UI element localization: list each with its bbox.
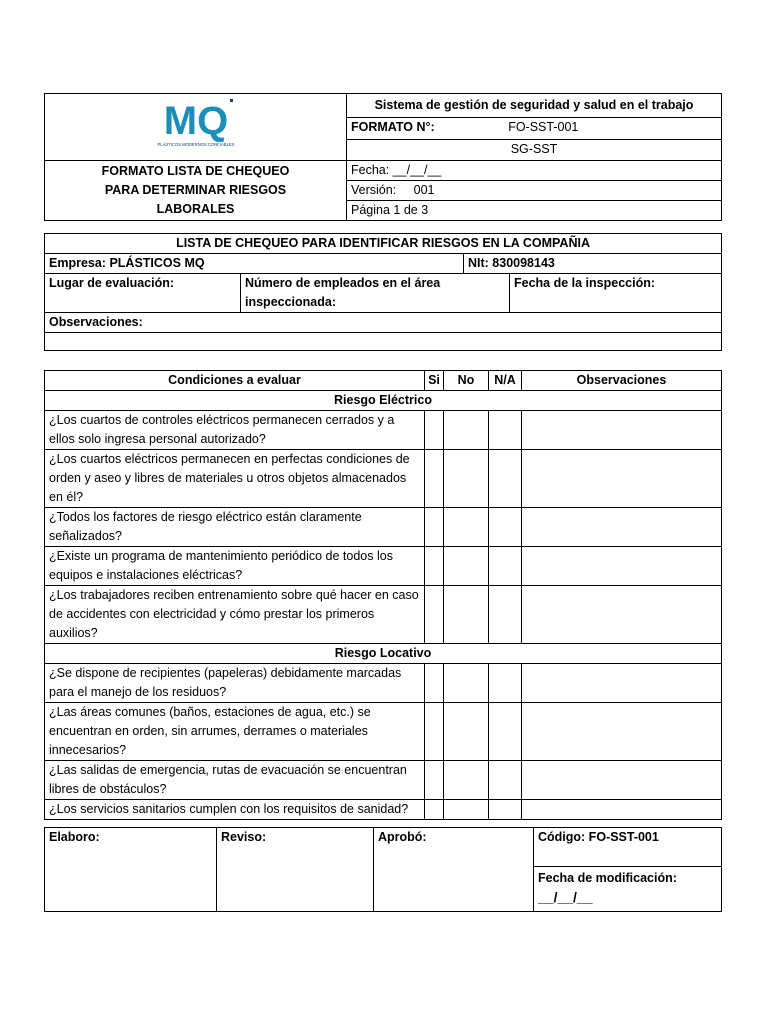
version-label: Versión: (351, 183, 397, 197)
no-cell[interactable] (444, 664, 489, 703)
na-cell[interactable] (489, 450, 522, 508)
table-row (45, 703, 722, 761)
table-row (45, 450, 722, 508)
info-title: LISTA DE CHEQUEO PARA IDENTIFICAR RIESGOS EN LA COMPAÑIA (45, 234, 722, 254)
header-si: Si (425, 371, 444, 391)
sg-code: SG-SST (347, 139, 722, 160)
fecha: Fecha: __/__/__ (347, 161, 722, 181)
observaciones-field[interactable] (45, 333, 722, 351)
footer-table (44, 827, 722, 912)
si-cell[interactable] (425, 800, 444, 820)
nit: NIt: 830098143 (464, 254, 722, 274)
question-text: ¿Las salidas de emergencia, rutas de evacuación se encuentran libres de obstáculos? (45, 761, 425, 800)
system-title: Sistema de gestión de seguridad y salud en el trabajo (347, 94, 722, 118)
si-cell[interactable] (425, 450, 444, 508)
no-cell[interactable] (444, 411, 489, 450)
numero-empleados: Número de empleados en el área inspeccionada: (241, 274, 510, 313)
question-text: ¿Todos los factores de riesgo eléctrico están claramente señalizados? (45, 508, 425, 547)
question-text: ¿Se dispone de recipientes (papeleras) debidamente marcadas para el manejo de los residuos? (45, 664, 425, 703)
question-text: ¿Los cuartos eléctricos permanecen en perfectas condiciones de orden y aseo y libres de materiales u otros objetos almacenados en él? (45, 450, 425, 508)
no-cell[interactable] (444, 703, 489, 761)
observaciones-cell[interactable] (522, 586, 722, 644)
si-cell[interactable] (425, 508, 444, 547)
question-text: ¿Existe un programa de mantenimiento periódico de todos los equipos e instalaciones eléctricas? (45, 547, 425, 586)
observaciones-cell[interactable] (522, 800, 722, 820)
version-value: 001 (413, 183, 435, 197)
question-text: ¿Los servicios sanitarios cumplen con los requisitos de sanidad? (45, 800, 425, 820)
observaciones-cell[interactable] (522, 411, 722, 450)
fecha-inspeccion: Fecha de la inspección: (510, 274, 722, 313)
info-table (44, 233, 722, 351)
no-cell[interactable] (444, 547, 489, 586)
logo-cell (45, 94, 347, 161)
no-cell[interactable] (444, 450, 489, 508)
reviso: Reviso: (217, 828, 374, 912)
table-row (45, 761, 722, 800)
no-cell[interactable] (444, 508, 489, 547)
section-row (45, 644, 722, 664)
header-no: No (444, 371, 489, 391)
si-cell[interactable] (425, 411, 444, 450)
na-cell[interactable] (489, 761, 522, 800)
formato-cell (347, 118, 722, 139)
logo-text: MQ (163, 99, 228, 143)
table-row (45, 547, 722, 586)
si-cell[interactable] (425, 703, 444, 761)
question-text: ¿Los trabajadores reciben entrenamiento sobre qué hacer en caso de accidentes con electricidad y cómo prestar los primeros auxilios? (45, 586, 425, 644)
no-cell[interactable] (444, 761, 489, 800)
header-observaciones: Observaciones (522, 371, 722, 391)
na-cell[interactable] (489, 411, 522, 450)
observaciones-cell[interactable] (522, 761, 722, 800)
mq-logo-icon (146, 94, 246, 154)
fecha-modificacion-value: __/__/__ (538, 889, 593, 905)
version-cell (347, 181, 722, 201)
elaboro: Elaboro: (45, 828, 217, 912)
checklist-table (44, 370, 722, 820)
header-condiciones: Condiciones a evaluar (45, 371, 425, 391)
si-cell[interactable] (425, 547, 444, 586)
checklist-header-row (45, 371, 722, 391)
na-cell[interactable] (489, 508, 522, 547)
table-row (45, 664, 722, 703)
empresa: Empresa: PLÁSTICOS MQ (45, 254, 464, 274)
formato-label: FORMATO N°: (351, 120, 435, 135)
table-row (45, 508, 722, 547)
observaciones-cell[interactable] (522, 450, 722, 508)
section-row (45, 391, 722, 411)
logo-tagline: PLÁSTICOS MODERNOS CONFIABLES (156, 142, 235, 147)
table-row (45, 586, 722, 644)
section-title: Riesgo Locativo (45, 644, 722, 664)
no-cell[interactable] (444, 800, 489, 820)
question-text: ¿Los cuartos de controles eléctricos permanecen cerrados y a ellos solo ingresa personal autorizado? (45, 411, 425, 450)
pagina: Página 1 de 3 (347, 201, 722, 221)
codigo: Código: FO-SST-001 (534, 828, 722, 867)
aprobo: Aprobó: (374, 828, 534, 912)
na-cell[interactable] (489, 703, 522, 761)
observaciones-cell[interactable] (522, 508, 722, 547)
na-cell[interactable] (489, 664, 522, 703)
table-row (45, 411, 722, 450)
observaciones-cell[interactable] (522, 664, 722, 703)
header-table (44, 93, 722, 221)
observaciones-label: Observaciones: (45, 313, 722, 333)
doc-title: FORMATO LISTA DE CHEQUEO PARA DETERMINAR RIESGOS LABORALES (45, 161, 347, 221)
observaciones-cell[interactable] (522, 547, 722, 586)
section-title: Riesgo Eléctrico (45, 391, 722, 411)
na-cell[interactable] (489, 547, 522, 586)
no-cell[interactable] (444, 586, 489, 644)
lugar-evaluacion: Lugar de evaluación: (45, 274, 241, 313)
si-cell[interactable] (425, 664, 444, 703)
na-cell[interactable] (489, 586, 522, 644)
observaciones-cell[interactable] (522, 703, 722, 761)
na-cell[interactable] (489, 800, 522, 820)
formato-value: FO-SST-001 (508, 120, 579, 135)
fecha-modificacion-label: Fecha de modificación: (538, 871, 677, 885)
table-row (45, 800, 722, 820)
fecha-modificacion (534, 867, 722, 912)
question-text: ¿Las áreas comunes (baños, estaciones de agua, etc.) se encuentran en orden, sin arrumes, derrames o materiales innecesarios? (45, 703, 425, 761)
header-na: N/A (489, 371, 522, 391)
si-cell[interactable] (425, 586, 444, 644)
si-cell[interactable] (425, 761, 444, 800)
